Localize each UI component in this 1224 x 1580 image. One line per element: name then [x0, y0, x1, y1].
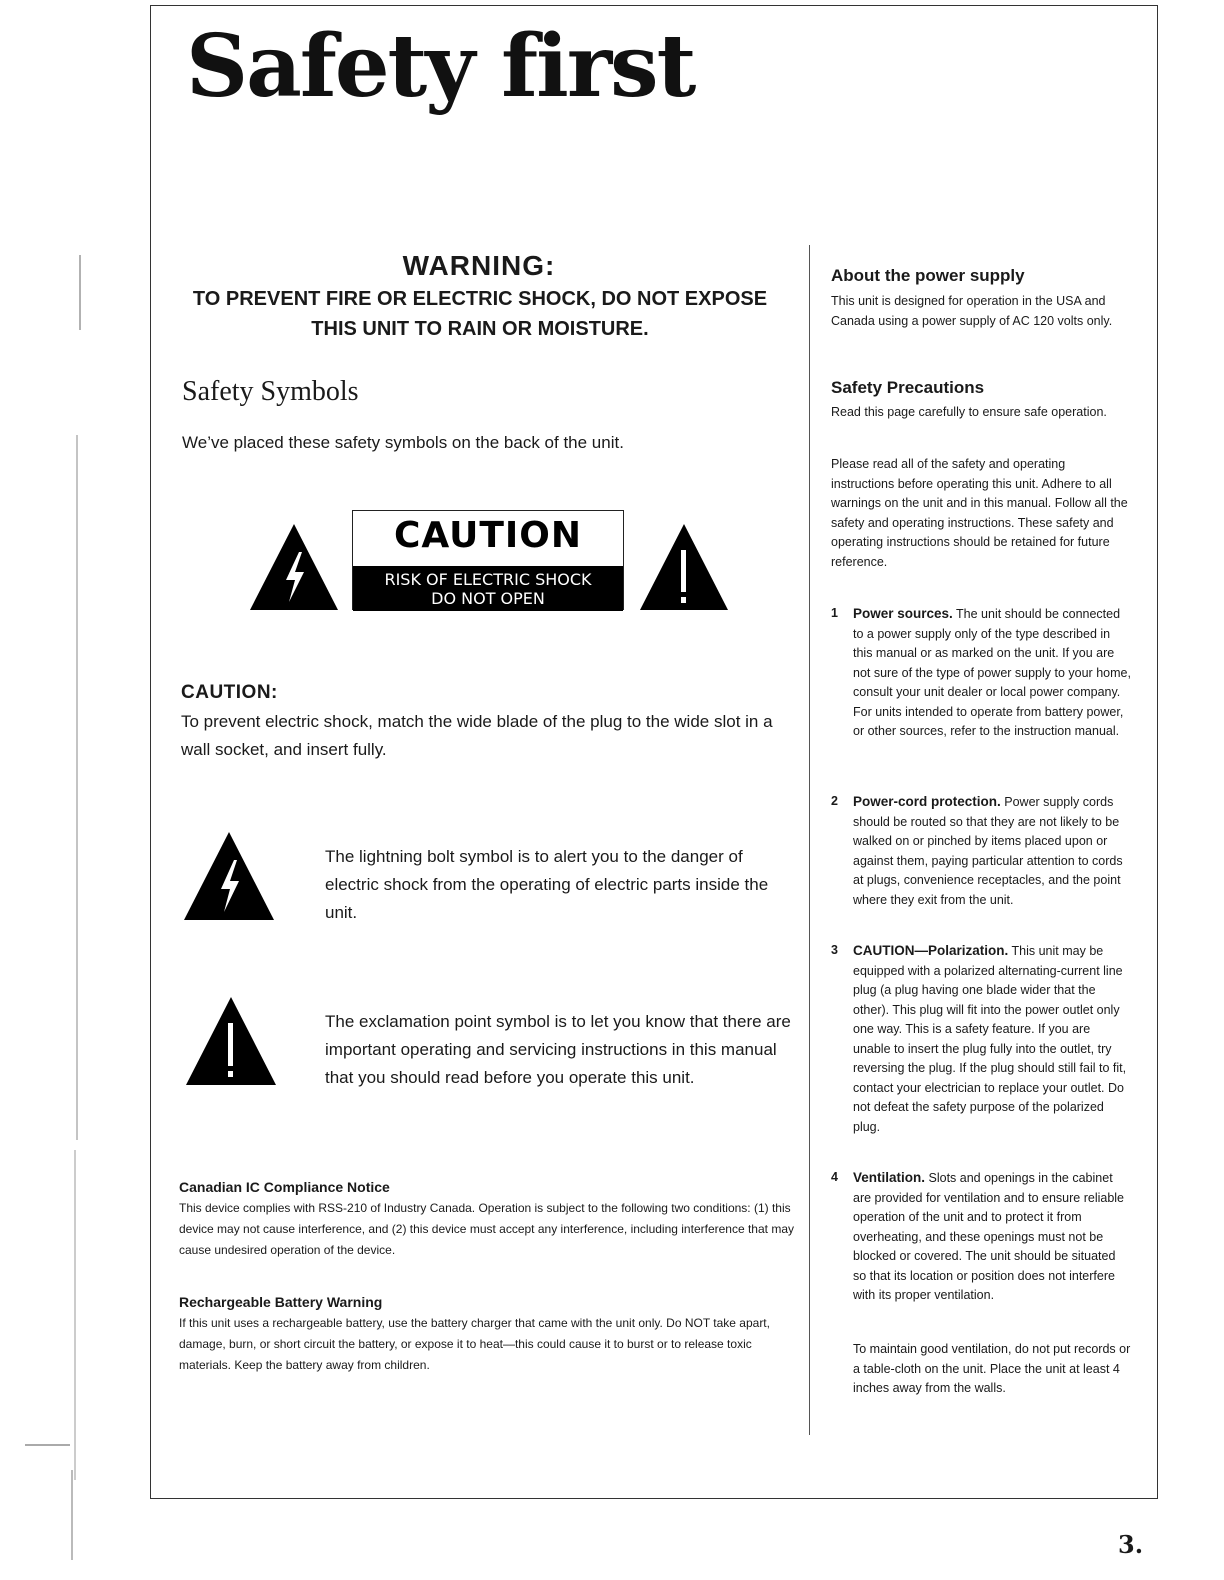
- safety-symbols-intro: We’ve placed these safety symbols on the back of the unit.: [182, 433, 624, 452]
- canadian-notice-title: Canadian IC Compliance Notice: [179, 1179, 390, 1195]
- precaution-item-number: 3: [831, 943, 838, 957]
- lightning-bolt-icon: [182, 830, 276, 922]
- precaution-item-lead: Ventilation.: [853, 1170, 926, 1185]
- caution-label-line1: RISK OF ELECTRIC SHOCK: [384, 570, 592, 589]
- caution-label-line2: DO NOT OPEN: [431, 589, 545, 608]
- precaution-item-lead: Power-cord protection.: [853, 794, 1001, 809]
- precaution-item: [831, 604, 1131, 742]
- power-supply-text: This unit is designed for operation in the USA and Canada using a power supply of AC 120 volts only.: [831, 294, 1113, 328]
- caution-heading: CAUTION:: [181, 682, 278, 703]
- precaution-item: [831, 792, 1131, 910]
- safety-precautions-heading: Safety Precautions: [831, 378, 985, 397]
- canadian-notice-text: This device complies with RSS-210 of Industry Canada. Operation is subject to the following two conditions: (1) this device may not cause interference, and (2) this device must accept any interference, including interference that may cause undesired operation of the device.: [179, 1201, 794, 1257]
- page-frame-left: [150, 5, 151, 1498]
- precaution-item-text: Power supply cords should be routed so that they are not likely to be walked on or pinched by items placed upon or against them, paying particular attention to cords at plugs, convenience receptacles, and the point where they exit from the unit.: [853, 795, 1123, 907]
- precaution-item-number: 1: [831, 606, 838, 620]
- lightning-symbol-description: The lightning bolt symbol is to alert you to the danger of electric shock from the operating of electric parts inside the unit.: [325, 847, 769, 922]
- power-supply-heading: About the power supply: [831, 266, 1025, 285]
- caution-label-box: [352, 510, 624, 610]
- caution-label-word: CAUTION: [393, 515, 583, 556]
- precaution-item: [831, 941, 1131, 1137]
- precaution-item-lead: Power sources.: [853, 606, 953, 621]
- page-number: 3.: [1118, 1530, 1144, 1559]
- battery-warning-title: Rechargeable Battery Warning: [179, 1294, 383, 1310]
- exclamation-icon: [638, 522, 730, 612]
- safety-precautions-intro: Read this page carefully to ensure safe operation.: [831, 405, 1107, 419]
- exclamation-symbol-description: The exclamation point symbol is to let you know that there are important operating and servicing instructions in this manual that you should read before you operate this unit.: [325, 1012, 791, 1087]
- precaution-item-text: This unit may be equipped with a polarized alternating-current line plug (a plug having one blade wider that the other). This plug will fit into the power outlet only one way. This is a safety feature. If you are unable to insert the plug fully into the outlet, try reversing the plug. If the plug should still fail to fit, contact your electrician to replace your outlet. Do not defeat the safety purpose of the polarized plug.: [853, 944, 1127, 1134]
- warning-text: TO PREVENT FIRE OR ELECTRIC SHOCK, DO NOT EXPOSE THIS UNIT TO RAIN OR MOISTURE.: [192, 288, 768, 340]
- caution-text: To prevent electric shock, match the wide blade of the plug to the wide slot in a wall socket, and insert fully.: [181, 712, 773, 759]
- precaution-item-number: 2: [831, 794, 838, 808]
- safety-symbols-heading: Safety Symbols: [182, 376, 359, 407]
- column-divider: [809, 245, 810, 1435]
- lightning-bolt-icon: [248, 522, 340, 612]
- precaution-item: [831, 1168, 1131, 1306]
- precaution-item-lead: CAUTION—Polarization.: [853, 943, 1009, 958]
- caution-label-band: [353, 566, 623, 611]
- precaution-item-number: 4: [831, 1170, 838, 1184]
- page-frame-top: [150, 5, 1157, 6]
- battery-warning-text: If this unit uses a rechargeable battery, use the battery charger that came with the unit only. Do NOT take apart, damage, burn, or short circuit the battery, or expose it to heat—this could cause it to burst or to release toxic materials. Keep the battery away from children.: [179, 1316, 770, 1372]
- warning-heading: WARNING:: [402, 250, 556, 281]
- precaution-item-text: Slots and openings in the cabinet are provided for ventilation and to ensure reliable operation of the unit and to protect it from overheating, and these openings must not be blocked or covered. The unit should be situated so that its location or position does not interfere with its proper ventilation.: [853, 1171, 1125, 1302]
- exclamation-icon: [184, 995, 278, 1087]
- precaution-item-text: The unit should be connected to a power supply only of the type described in this manual or as marked on the unit. If you are not sure of the type of power supply to your home, consult your unit dealer or local power company. For units intended to operate from battery power, or other sources, refer to the instruction manual.: [853, 607, 1131, 738]
- page-frame-right: [1157, 5, 1158, 1498]
- page-title: Safety first: [186, 16, 695, 117]
- scan-margin-marks: [0, 0, 150, 1580]
- ventilation-extra-text: To maintain good ventilation, do not put records or a table-cloth on the unit. Place the unit at least 4 inches away from the walls.: [853, 1342, 1131, 1395]
- page-frame-bottom: [150, 1498, 1158, 1499]
- safety-precautions-paragraph: Please read all of the safety and operating instructions before operating this unit. Adhere to all warnings on the unit and in this manual. Follow all the safety and operating instructions. These safety and operating instructions should be retained for future reference.: [831, 457, 1128, 569]
